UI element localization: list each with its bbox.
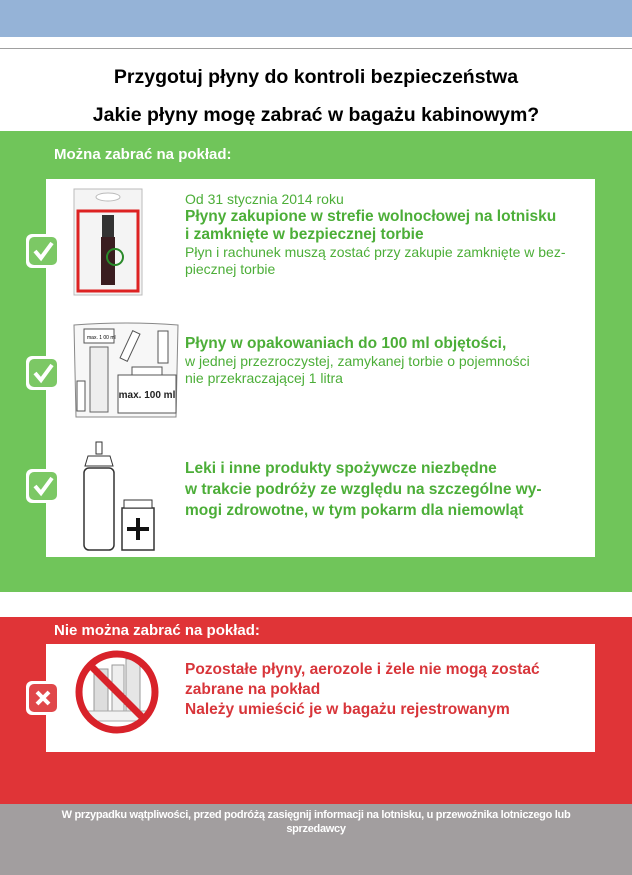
item-bold-line: Leki i inne produkty spożywcze niezbędne bbox=[185, 460, 497, 477]
item-line: Płyn i rachunek muszą zostać przy zakupie zamknięte w bez- bbox=[185, 244, 566, 260]
item-line: w jednej przezroczystej, zamykanej torbie o pojemności bbox=[185, 353, 530, 369]
page-title: Przygotuj płyny do kontroli bezpieczeństwa bbox=[113, 66, 519, 88]
no-liquids-icon bbox=[74, 649, 160, 735]
baby-bottle-medicine-icon bbox=[80, 438, 160, 553]
footer-note: W przypadku wątpliwości, przed podróżą zasięgnij informacji na lotnisku, u przewoźnika lotniczego lub sprzedawcy bbox=[0, 804, 632, 875]
item-bold-line: w trakcie podróży ze względu na szczególne wy- bbox=[185, 481, 542, 498]
item-bold-line: i zamknięte w bezpiecznej torbie bbox=[185, 226, 424, 243]
forbidden-text bbox=[185, 660, 540, 720]
bag-label: max. 1 00 ml bbox=[87, 335, 116, 341]
allowed-item-duty-free bbox=[46, 179, 595, 304]
item-text bbox=[185, 335, 530, 387]
allowed-heading: Można zabrać na pokład: bbox=[54, 146, 232, 163]
allowed-item-100ml bbox=[46, 319, 595, 419]
allowed-box bbox=[46, 179, 595, 557]
allowed-check-icon bbox=[26, 234, 60, 268]
top-band bbox=[0, 0, 632, 37]
bottle-label: max. 100 ml bbox=[118, 390, 176, 401]
forbidden-line: Pozostałe płyny, aerozole i żele nie mogą zostać bbox=[185, 661, 540, 678]
forbidden-x-icon bbox=[26, 681, 60, 715]
item-date: Od 31 stycznia 2014 roku bbox=[185, 191, 344, 207]
allowed-item-medicine bbox=[46, 434, 595, 554]
liquids-bag-icon bbox=[70, 321, 182, 419]
forbidden-line: Należy umieścić je w bagażu rejestrowanym bbox=[185, 701, 510, 718]
item-text bbox=[185, 458, 542, 521]
forbidden-line: zabrane na pokład bbox=[185, 681, 321, 698]
item-text bbox=[185, 191, 566, 278]
allowed-check-icon bbox=[26, 356, 60, 390]
item-bold-line: Płyny w opakowaniach do 100 ml objętości, bbox=[185, 335, 507, 352]
item-line: piecznej torbie bbox=[185, 261, 276, 277]
allowed-section bbox=[0, 131, 632, 592]
allowed-check-icon bbox=[26, 469, 60, 503]
item-bold-line: Płyny zakupione w strefie wolnocłowej na lotnisku bbox=[185, 208, 557, 225]
forbidden-section bbox=[0, 617, 632, 804]
duty-free-bag-icon bbox=[72, 185, 144, 297]
divider bbox=[0, 48, 632, 49]
forbidden-heading: Nie można zabrać na pokład: bbox=[54, 622, 260, 639]
item-line: nie przekraczającej 1 litra bbox=[185, 370, 343, 386]
item-bold-line: mogi zdrowotne, w tym pokarm dla niemowląt bbox=[185, 502, 524, 519]
forbidden-box bbox=[46, 644, 595, 752]
page-subtitle: Jakie płyny mogę zabrać w bagażu kabinowym? bbox=[92, 104, 540, 126]
